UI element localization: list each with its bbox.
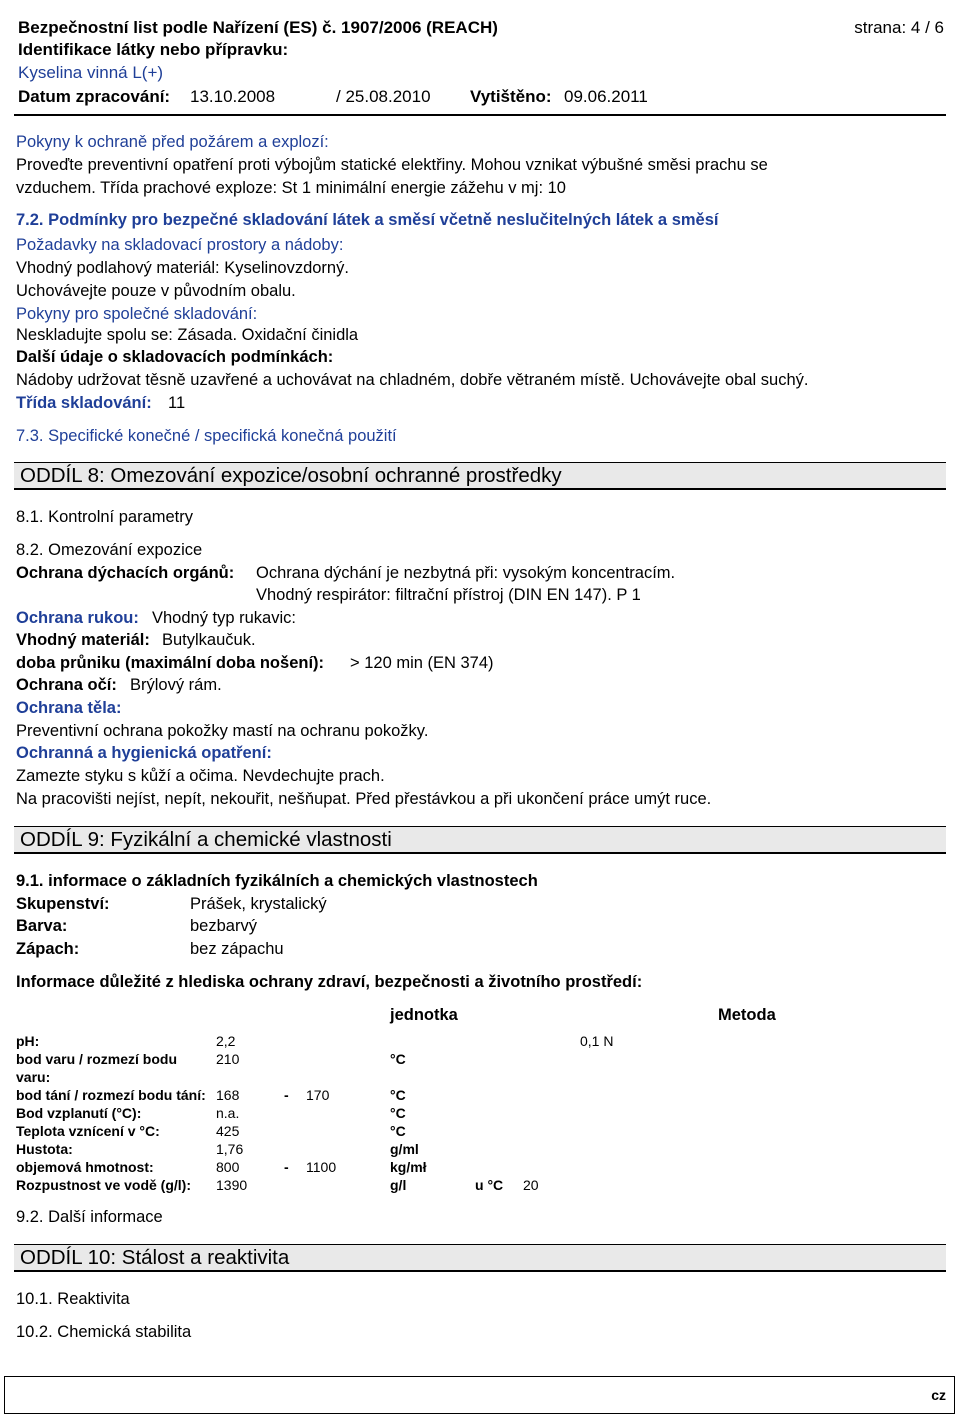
section-10-2-heading: 10.2. Chemická stabilita [16,1323,192,1341]
bulk-density-label: objemová hmotnost: [16,1159,154,1175]
ignition-temp-value: 425 [216,1123,240,1139]
method-column-header: Metoda [718,1006,776,1024]
section-9-title: ODDÍL 9: Fyzikální a chemické vlastnosti [20,828,392,851]
solubility-at-label: u °C [475,1177,504,1193]
section-8-header [14,462,946,490]
boiling-point-unit: °C [390,1051,406,1067]
state-value: Prášek, krystalický [190,895,327,913]
density-label: Hustota: [16,1141,73,1157]
unit-column-header: jednotka [390,1006,458,1024]
boiling-point-value: 210 [216,1051,240,1067]
body-protection-label: Ochrana těla: [16,699,122,717]
section-8-title: ODDÍL 8: Omezování expozice/osobní ochranné prostředky [20,464,562,487]
hygiene-line2: Na pracovišti nejíst, nepít, nekouřit, nešňupat. Před přestávkou a při ukončení práce umýt ruce. [16,790,712,808]
solubility-value: 1390 [216,1177,248,1193]
state-label: Skupenství: [16,895,110,913]
respiratory-label: Ochrana dýchacích orgánů: [16,564,235,582]
breakthrough-label: doba průniku (maximální doba nošení): [16,654,325,672]
flash-point-label: Bod vzplanutí (°C): [16,1105,142,1121]
eyes-label: Ochrana očí: [16,676,117,694]
ignition-temp-unit: °C [390,1123,406,1139]
joint-storage-label: Pokyny pro společné skladování: [16,305,258,323]
document-title: Bezpečnostní list podle Nařízení (ES) č. 1907/2006 (REACH) [18,18,498,37]
odor-value: bez zápachu [190,940,284,958]
section-9-2-heading: 9.2. Další informace [16,1208,163,1226]
flash-point-unit: °C [390,1105,406,1121]
section-9-header [14,826,946,854]
hygiene-label: Ochranná a hygienická opatření: [16,744,272,762]
melting-point-value2: 170 [306,1087,330,1103]
hands-text: Vhodný typ rukavic: [152,609,296,627]
page-number: strana: 4 / 6 [854,18,944,37]
section-10-1-heading: 10.1. Reaktivita [16,1290,130,1308]
joint-storage-text: Neskladujte spolu se: Zásada. Oxidační činidla [16,326,359,344]
printed-label: Vytištěno: [470,87,552,106]
date-value: 13.10.2008 [190,87,276,106]
hands-label: Ochrana rukou: [16,609,139,627]
section-8-2-heading: 8.2. Omezování expozice [16,541,203,559]
melting-point-dash: - [284,1087,289,1103]
identification-label: Identifikace látky nebo přípravku: [18,40,289,59]
breakthrough-text: > 120 min (EN 374) [350,654,494,672]
material-label: Vhodný materiál: [16,631,150,649]
fire-text-line1: Proveďte preventivní opatření proti výbojům statické elektřiny. Mohou vznikat výbušné směsi prachu se [16,156,768,174]
ph-label: pH: [16,1033,40,1049]
boiling-point-label-cont: varu: [16,1069,51,1085]
page-footer [4,1376,955,1414]
header-divider [14,114,946,116]
bulk-density-value2: 1100 [306,1159,337,1175]
solubility-label: Rozpustnost ve vodě (g/l): [16,1177,191,1193]
important-info-heading: Informace důležité z hlediska ochrany zdraví, bezpečnosti a životního prostředí: [16,973,643,991]
hygiene-line1: Zamezte styku s kůží a očima. Nevdechujte prach. [16,767,385,785]
storage-requirements-line1: Vhodný podlahový materiál: Kyselinovzdorný. [16,259,349,277]
fire-heading: Pokyny k ochraně před požárem a explozí: [16,133,329,151]
material-text: Butylkaučuk. [162,631,256,649]
storage-conditions-text: Nádoby udržovat těsně uzavřené a uchovávat na chladném, dobře větraném místě. Uchovávejte obal suchý. [16,371,809,389]
melting-point-value: 168 [216,1087,240,1103]
respiratory-line1: Ochrana dýchání je nezbytná při: vysokým koncentracím. [256,564,676,582]
storage-requirements-label: Požadavky na skladovací prostory a nádoby: [16,236,344,254]
density-value: 1,76 [216,1141,244,1157]
solubility-temperature: 20 [523,1177,539,1193]
section-10-header [14,1244,946,1272]
density-unit: g/ml [390,1141,419,1157]
bulk-density-value: 800 [216,1159,240,1175]
section-7-2-heading: 7.2. Podmínky pro bezpečné skladování látek a směsí včetně neslučitelných látek a směsí [16,211,719,229]
color-label: Barva: [16,917,68,935]
melting-point-unit: °C [390,1087,406,1103]
ph-value: 2,2 [216,1033,236,1049]
odor-label: Zápach: [16,940,80,958]
respiratory-line2: Vhodný respirátor: filtrační přístroj (DIN EN 147). P 1 [256,586,641,604]
revised-date: / 25.08.2010 [336,87,431,106]
bulk-density-dash: - [284,1159,289,1175]
body-protection-text: Preventivní ochrana pokožky mastí na ochranu pokožky. [16,722,429,740]
storage-requirements-line2: Uchovávejte pouze v původním obalu. [16,282,296,300]
melting-point-label: bod tání / rozmezí bodu tání: [16,1087,206,1103]
bulk-density-unit: kg/mł [390,1159,427,1175]
storage-conditions-label: Další údaje o skladovacích podmínkách: [16,348,334,366]
date-label: Datum zpracování: [18,87,171,106]
ph-method: 0,1 N [580,1033,614,1049]
printed-date: 09.06.2011 [564,87,648,106]
solubility-unit: g/l [390,1177,407,1193]
section-8-1-heading: 8.1. Kontrolní parametry [16,508,194,526]
flash-point-value: n.a. [216,1105,240,1121]
product-name: Kyselina vinná L(+) [18,63,164,82]
language-code: cz [931,1387,946,1403]
storage-class-label: Třída skladování: [16,394,152,412]
fire-text-line2: vzduchem. Třída prachové exploze: St 1 minimální energie zážehu v mj: 10 [16,179,566,197]
color-value: bezbarvý [190,917,257,935]
section-7-3-heading: 7.3. Specifické konečné / specifická konečná použití [16,427,397,445]
boiling-point-label: bod varu / rozmezí bodu [16,1051,178,1067]
eyes-text: Brýlový rám. [130,676,222,694]
section-10-title: ODDÍL 10: Stálost a reaktivita [20,1246,290,1269]
ignition-temp-label: Teplota vznícení v °C: [16,1123,160,1139]
storage-class-value: 11 [168,394,186,412]
section-9-1-heading: 9.1. informace o základních fyzikálních a chemických vlastnostech [16,872,538,890]
